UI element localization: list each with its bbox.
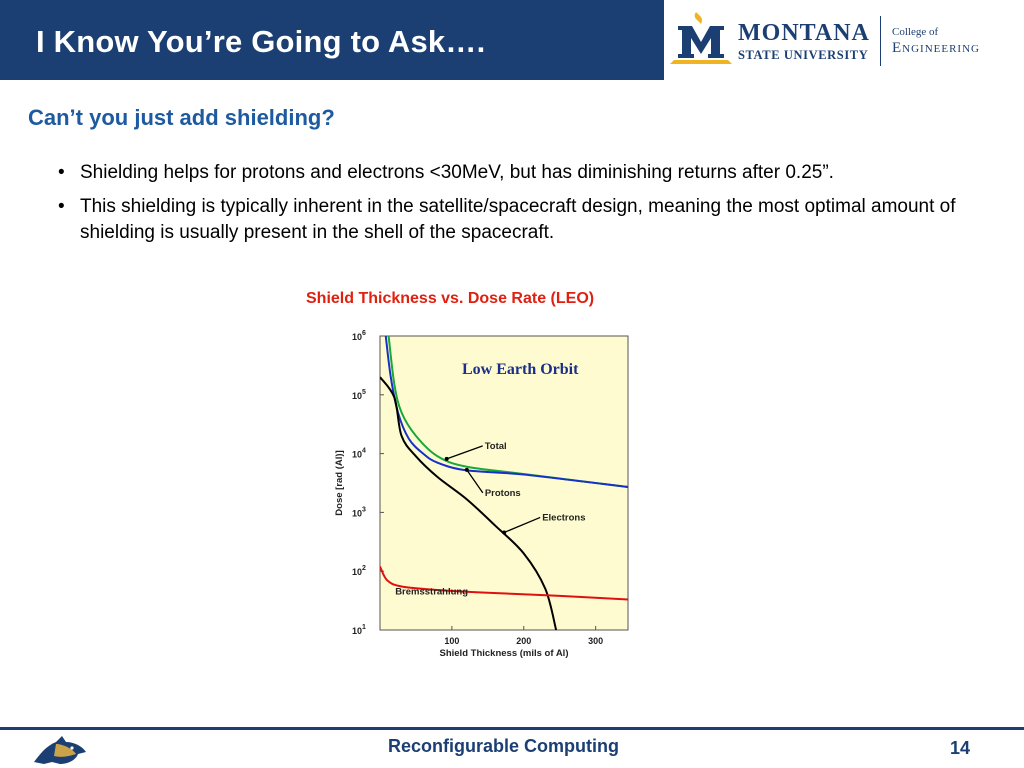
y-tick-label: $10^2$ <box>352 565 366 578</box>
logo-divider <box>880 16 881 66</box>
college-name: Engineering <box>892 40 980 56</box>
bobcat-logo-icon <box>32 732 88 766</box>
x-tick-label: 100 <box>444 636 460 646</box>
bullet-item <box>58 194 988 246</box>
university-name: MONTANA <box>738 20 870 46</box>
annotation-total: Total <box>484 440 507 452</box>
slide-subtitle: Can’t you just add shielding? <box>28 105 335 130</box>
bullet-item <box>58 160 988 186</box>
y-tick-label: $10^4$ <box>352 447 366 460</box>
chart-caption: Shield Thickness vs. Dose Rate (LEO) <box>306 290 595 307</box>
bullet-dot: • <box>58 196 65 217</box>
y-tick-label: $10^3$ <box>352 506 366 519</box>
footer-divider <box>0 727 1024 730</box>
annotation-protons: Protons <box>484 487 521 499</box>
chart-inner-title: Low Earth Orbit <box>462 361 579 378</box>
university-subname: STATE UNIVERSITY <box>738 48 869 62</box>
page-number: 14 <box>950 738 971 758</box>
y-axis-label: Dose [rad (Al)] <box>334 450 345 516</box>
header-bar <box>0 0 1024 80</box>
msu-logo <box>664 0 1024 80</box>
college-of-label: College of <box>892 26 939 38</box>
y-tick-label: $10^1$ <box>352 624 366 636</box>
bullet-list <box>58 160 988 254</box>
annotation-bremsstrahlung: Bremsstrahlung <box>395 586 469 598</box>
msu-m-icon <box>668 10 734 68</box>
x-tick-label: 200 <box>516 636 532 646</box>
annotation-arrowhead <box>465 468 469 472</box>
x-tick-label: 300 <box>588 636 604 646</box>
footer-title: Reconfigurable Computing <box>388 736 619 756</box>
y-tick-label: $10^5$ <box>352 388 366 401</box>
annotation-arrowhead <box>445 457 449 461</box>
slide-title: I Know You’re Going to Ask…. <box>36 24 486 59</box>
bullet-text: This shielding is typically inherent in the satellite/spacecraft design, meaning the most optimal amount of shielding is usually present in the shell of the spacecraft. <box>80 196 956 243</box>
y-tick-label: $10^6$ <box>352 330 366 342</box>
annotation-electrons: Electrons <box>542 512 586 524</box>
annotation-arrowhead <box>502 530 506 534</box>
dose-chart <box>330 326 640 666</box>
x-axis-label: Shield Thickness (mils of Al) <box>439 648 569 659</box>
bullet-text: Shielding helps for protons and electrons <30MeV, but has diminishing returns after 0.25”. <box>80 162 834 183</box>
bullet-dot: • <box>58 162 65 183</box>
